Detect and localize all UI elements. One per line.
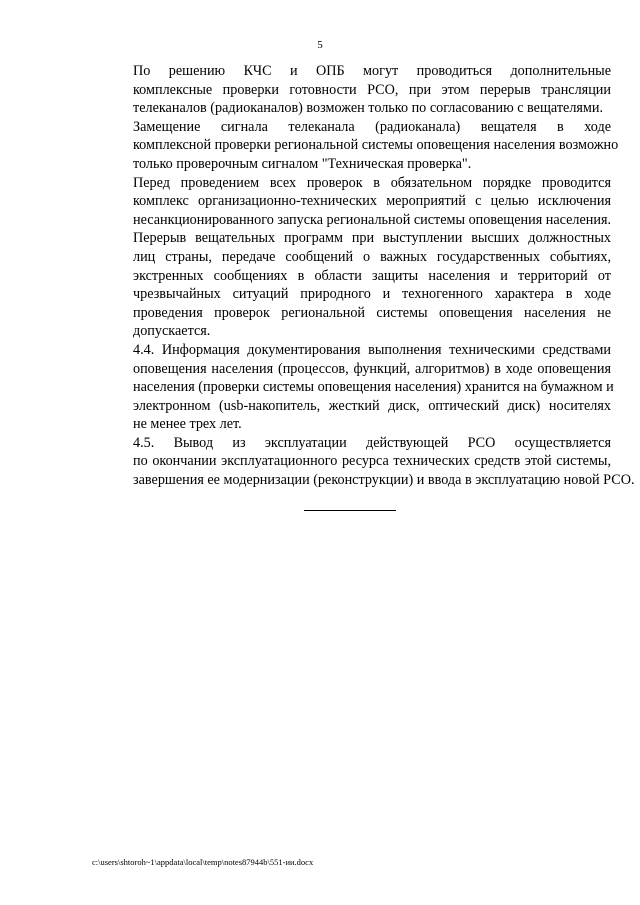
page-number: 5 (317, 39, 323, 51)
text-line: чрезвычайных ситуаций природного и техногенного характера в ходе (133, 286, 611, 303)
paragraph-broadcast-interruption (92, 229, 611, 341)
text-line: комплексные проверки готовности РСО, при этом перерыв трансляции (133, 81, 611, 98)
text-line: населения (проверки системы оповещения населения) хранится на бумажном и (133, 379, 614, 396)
text-line: 4.5. Вывод из эксплуатации действующей РСО осуществляется (133, 434, 611, 451)
footer-file-path: c:\users\shtoroh~1\appdata\local\temp\notes87944b\551-ии.docx (92, 857, 314, 867)
paragraph-additional-checks (92, 62, 611, 118)
paragraph-section-4-4 (92, 341, 614, 434)
paragraph-preparatory-measures (92, 174, 611, 230)
text-line: завершения ее модернизации (реконструкции) и ввода в эксплуатацию новой РСО. (133, 472, 635, 489)
text-line: только проверочным сигналом "Техническая проверка". (133, 155, 472, 172)
text-line: 4.4. Информация документирования выполнения техническими средствами (133, 341, 611, 358)
text-line: Замещение сигнала телеканала (радиоканала) вещателя в ходе (133, 118, 611, 135)
text-line: допускается. (133, 323, 211, 340)
text-line: по окончании эксплуатационного ресурса технических средств этой системы, (133, 453, 611, 470)
paragraph-section-4-5 (92, 434, 635, 490)
text-line: Перерыв вещательных программ при выступлении высших должностных (133, 230, 611, 247)
text-line: несанкционированного запуска региональной системы оповещения населения. (133, 211, 612, 228)
paragraph-signal-replacement (92, 118, 619, 174)
text-line: комплекс организационно-технических мероприятий с целью исключения (133, 193, 611, 210)
text-line: оповещения населения (процессов, функций, алгоритмов) в ходе оповещения (133, 360, 611, 377)
text-line: проведения проверок региональной системы оповещения населения не (133, 304, 611, 321)
text-line: экстренных сообщениях в области защиты населения и территорий от (133, 267, 611, 284)
text-line: электронном (usb-накопитель, жесткий диск, оптический диск) носителях (133, 397, 611, 414)
text-line: не менее трех лет. (133, 416, 242, 433)
document-body (92, 62, 635, 490)
text-line: комплексной проверки региональной системы оповещения населения возможно (133, 137, 619, 154)
end-separator-line (304, 510, 396, 511)
text-line: Перед проведением всех проверок в обязательном порядке проводится (133, 174, 611, 191)
text-line: телеканалов (радиоканалов) возможен только по согласованию с вещателями. (133, 100, 604, 117)
text-line: По решению КЧС и ОПБ могут проводиться дополнительные (133, 63, 611, 79)
text-line: лиц страны, передаче сообщений о важных государственных событиях, (133, 248, 611, 265)
